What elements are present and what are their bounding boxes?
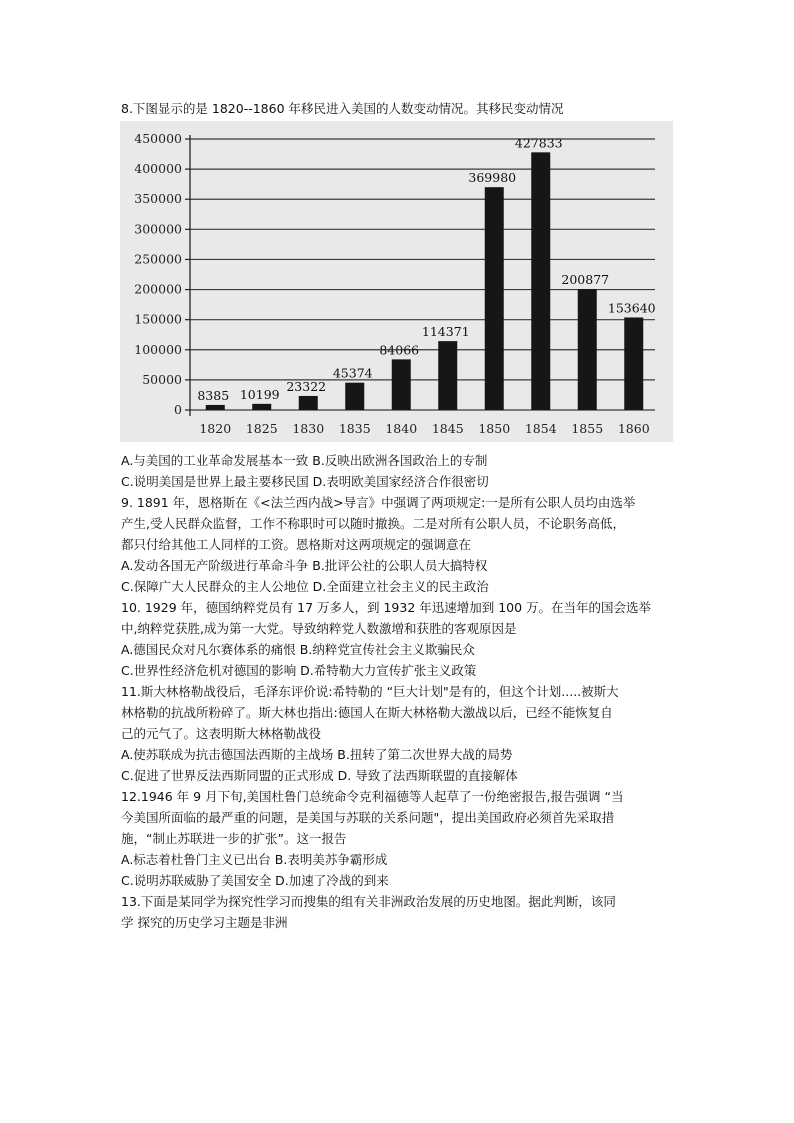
- bar: [578, 289, 597, 410]
- bar: [531, 152, 550, 410]
- q9-stem-line-2: 产生,受人民群众监督，工作不称职时可以随时撤换。二是对所有公职人员，不论职务高低，: [121, 516, 625, 531]
- q12-option-ab: A.标志着杜鲁门主义已出台 B.表明美苏争霸形成: [121, 852, 388, 867]
- q10-option-ab: A.德国民众对凡尔赛体系的痛恨 B.纳粹党宣传社会主义欺骗民众: [121, 642, 475, 657]
- x-tick-label: 1855: [571, 421, 604, 436]
- x-tick-label: 1850: [478, 421, 511, 436]
- bar: [206, 405, 225, 410]
- q12-stem-line-3: 施，“制止苏联进一步的扩张”。这一报告: [121, 831, 347, 846]
- x-tick-label: 1854: [524, 421, 557, 436]
- bar-value-label: 84066: [379, 342, 420, 358]
- x-tick-label: 1840: [385, 421, 418, 436]
- bar: [392, 359, 411, 410]
- bar: [438, 341, 457, 410]
- y-tick-label: 250000: [134, 251, 182, 267]
- y-tick-label: 50000: [142, 371, 182, 387]
- q12-option-cd: C.说明苏联威胁了美国安全 D.加速了冷战的到来: [121, 873, 389, 888]
- bar: [252, 404, 271, 410]
- q13-stem-line-1: 13.下面是某同学为探究性学习而搜集的组有关非洲政治发展的历史地图。据此判断，该同: [121, 894, 616, 909]
- q12-stem-line-2: 今美国所面临的最严重的问题，是美国与苏联的关系问题"，提出美国政府必须首先采取措: [121, 810, 615, 825]
- q12-stem-line-1: 12.1946 年 9 月下旬,美国杜鲁门总统命令克利福德等人起草了一份绝密报告,报告强调 “当: [121, 789, 624, 804]
- q9-stem-line-1: 9. 1891 年，恩格斯在《<法兰西内战>导言》中强调了两项规定:一是所有公职人员均由选举: [121, 495, 636, 510]
- q8-option-cd: C.说明美国是世界上最主要移民国 D.表明欧美国家经济合作很密切: [121, 474, 489, 489]
- y-tick-label: 350000: [134, 191, 182, 207]
- bar-value-label: 200877: [561, 272, 610, 288]
- x-tick-label: 1860: [617, 421, 650, 436]
- q10-stem-line-1: 10. 1929 年，德国纳粹党员有 17 万多人，到 1932 年迅速增加到 100 万。在当年的国会选举: [121, 600, 652, 615]
- bar-value-label: 45374: [332, 365, 373, 381]
- x-tick-label: 1830: [292, 421, 325, 436]
- bar: [345, 383, 364, 410]
- x-tick-label: 1825: [245, 421, 278, 436]
- q11-option-ab: A.使苏联成为抗击德国法西斯的主战场 B.扭转了第二次世界大战的局势: [121, 747, 513, 762]
- y-tick-label: 300000: [134, 221, 182, 237]
- x-tick-label: 1820: [199, 421, 232, 436]
- y-tick-label: 100000: [134, 341, 182, 357]
- bar: [624, 317, 643, 410]
- q10-stem-line-2: 中,纳粹党获胜,成为第一大党。导致纳粹党人数激增和获胜的客观原因是: [121, 621, 517, 636]
- q13-stem-line-2: 学 探究的历史学习主题是非洲: [121, 915, 288, 930]
- q8-option-ab: A.与美国的工业革命发展基本一致 B.反映出欧洲各国政治上的专制: [121, 453, 488, 468]
- y-tick-label: 200000: [134, 281, 182, 297]
- q9-option-ab: A.发动各国无产阶级进行革命斗争 B.批评公社的公职人员大搞特权: [121, 558, 488, 573]
- bar: [299, 396, 318, 410]
- bar-value-label: 10199: [239, 386, 280, 402]
- bar-value-label: 427833: [514, 135, 563, 151]
- q11-stem-line-1: 11.斯大林格勒战役后，毛泽东评价说:希特勒的 “巨大计划"是有的，但这个计划.....被斯大: [121, 684, 619, 699]
- bar-value-label: 114371: [421, 324, 470, 340]
- y-tick-label: 400000: [134, 161, 182, 177]
- bar-value-label: 369980: [468, 170, 517, 186]
- q9-stem-line-3: 都只付给其他工人同样的工资。恩格斯对这两项规定的强调意在: [121, 537, 472, 552]
- x-tick-label: 1845: [431, 421, 464, 436]
- q11-stem-line-2: 林格勒的抗战所粉碎了。斯大林也指出:德国人在斯大林格勒大激战以后，已经不能恢复自: [121, 705, 613, 720]
- q11-option-cd: C.促进了世界反法西斯同盟的正式形成 D. 导致了法西斯联盟的直接解体: [121, 768, 518, 783]
- immigration-bar-chart: [120, 121, 673, 442]
- q9-option-cd: C.保障广大人民群众的主人公地位 D.全面建立社会主义的民主政治: [121, 579, 489, 594]
- y-tick-label: 450000: [134, 131, 182, 146]
- q8-stem: 8.下图显示的是 1820--1860 年移民进入美国的人数变动情况。其移民变动情况: [121, 101, 564, 116]
- bar: [485, 187, 504, 410]
- q10-option-cd: C.世界性经济危机对德国的影响 D.希特勒大力宣传扩张主义政策: [121, 663, 477, 678]
- bar-value-label: 8385: [197, 387, 230, 403]
- y-tick-label: 150000: [134, 311, 182, 327]
- q11-stem-line-3: 己的元气了。这表明斯大林格勒战役: [121, 726, 322, 741]
- bar-value-label: 23322: [286, 378, 327, 394]
- y-tick-label: 0: [174, 402, 182, 417]
- x-tick-label: 1835: [338, 421, 371, 436]
- bar-value-label: 153640: [607, 300, 656, 316]
